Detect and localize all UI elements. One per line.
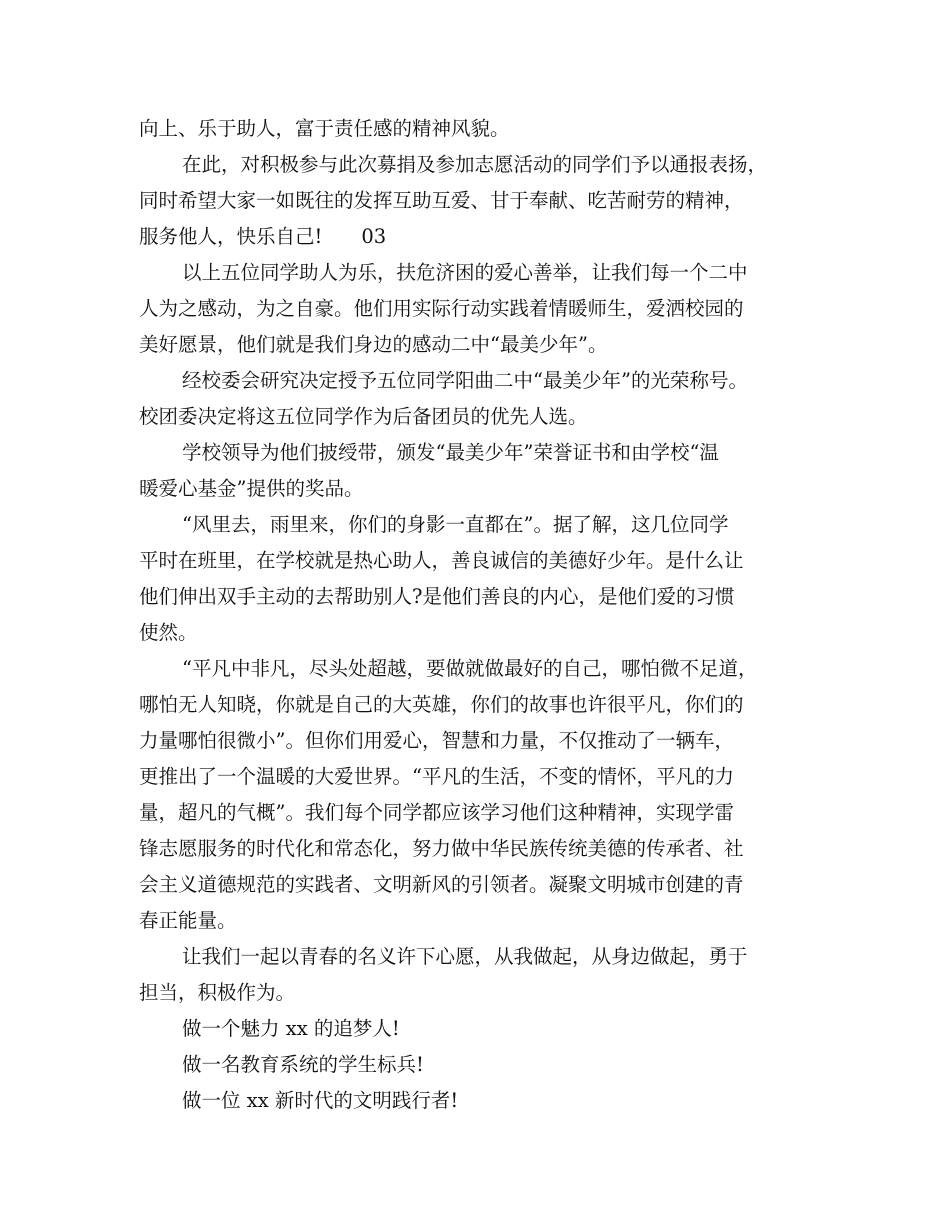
- text-line: 同时希望大家一如既往的发挥互助互爱、甘于奉献、吃苦耐劳的精神，: [139, 189, 744, 212]
- text-line: 服务他人，快乐自己! 03: [139, 225, 387, 248]
- text-line: 暖爱心基金”提供的奖品。: [139, 477, 364, 500]
- text-line: 校团委决定将这五位同学作为后备团员的优先人选。: [139, 405, 588, 428]
- text-line: 力量哪怕很微小”。但你们用爱心，智慧和力量，不仅推动了一辆车，: [139, 729, 734, 752]
- text-line: 会主义道德规范的实践者、文明新风的引领者。凝聚文明城市创建的青: [139, 873, 744, 896]
- text-line: 做一位 xx 新时代的文明践行者!: [182, 1089, 459, 1112]
- text-line: 学校领导为他们披绶带，颁发“最美少年”荣誉证书和由学校“温: [182, 441, 719, 464]
- text-line: 经校委会研究决定授予五位同学阳曲二中“最美少年”的光荣称号。: [182, 369, 748, 392]
- document-body: [139, 111, 829, 1119]
- text-line: 平时在班里，在学校就是热心助人，善良诚信的美德好少年。是什么让: [139, 549, 744, 572]
- text-line: “风里去，雨里来，你们的身影一直都在”。据了解，这几位同学: [182, 513, 729, 536]
- text-line: 担当，积极作为。: [139, 981, 296, 1004]
- text-line: 做一名教育系统的学生标兵!: [182, 1053, 424, 1076]
- text-line: 以上五位同学助人为乐，扶危济困的爱心善举，让我们每一个二中: [182, 261, 748, 284]
- text-line: 向上、乐于助人，富于责任感的精神风貌。: [139, 117, 510, 140]
- text-line: 他们伸出双手主动的去帮助别人?是他们善良的内心，是他们爱的习惯: [139, 585, 735, 608]
- text-line: “平凡中非凡，尽头处超越，要做就做最好的自己，哪怕微不足道，: [182, 657, 758, 680]
- text-line: 美好愿景，他们就是我们身边的感动二中“最美少年”。: [139, 333, 608, 356]
- text-line: 做一个魅力 xx 的追梦人!: [182, 1017, 400, 1040]
- text-line: 锋志愿服务的时代化和常态化，努力做中华民族传统美德的传承者、社: [139, 837, 744, 860]
- text-line: 更推出了一个温暖的大爱世界。“平凡的生活，不变的情怀，平凡的力: [139, 765, 734, 788]
- text-line: 量，超凡的气概”。我们每个同学都应该学习他们这种精神，实现学雷: [139, 801, 734, 824]
- text-line: 人为之感动，为之自豪。他们用实际行动实践着情暖师生，爱洒校园的: [139, 297, 744, 320]
- text-line: 让我们一起以青春的名义许下心愿，从我做起，从身边做起，勇于: [182, 945, 748, 968]
- text-line: 在此，对积极参与此次募捐及参加志愿活动的同学们予以通报表扬，: [182, 153, 768, 176]
- text-line: 使然。: [139, 621, 198, 644]
- text-line: 哪怕无人知晓，你就是自己的大英雄，你们的故事也许很平凡，你们的: [139, 693, 744, 716]
- text-line: 春正能量。: [139, 909, 237, 932]
